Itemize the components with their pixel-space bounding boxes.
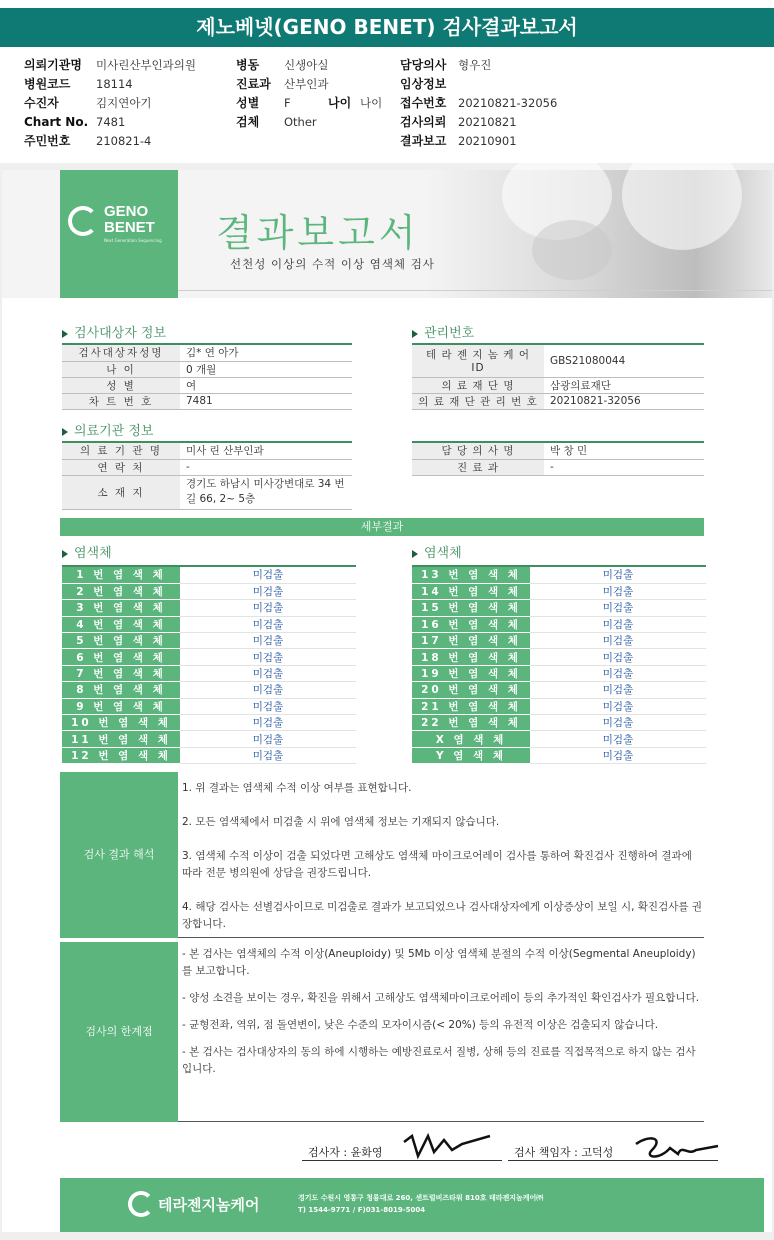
interpretation-block	[60, 772, 704, 938]
chromosome-result: 미검출	[530, 616, 706, 632]
institution-key: 연 락 처	[62, 459, 180, 475]
chromosome-key: 15 번 염 색 체	[412, 600, 530, 616]
interpretation-item: 4. 해당 검사는 선별검사이므로 미검출로 결과가 보고되었으나 검사대상자에게 이상증상이 보일 시, 확진검사를 권장합니다.	[182, 901, 702, 930]
table-row	[62, 731, 356, 747]
chromosome-result: 미검출	[530, 649, 706, 665]
report-banner	[2, 170, 772, 298]
chromosome-result: 미검출	[180, 616, 356, 632]
subject-key: 성 별	[62, 377, 180, 393]
value-institution: 미사린산부인과의원	[96, 58, 196, 72]
limitations-divider	[178, 1121, 704, 1122]
banner-divider	[178, 290, 772, 291]
table-row	[62, 583, 356, 599]
supervisor-signature	[630, 1128, 722, 1168]
detail-results-bar: 세부결과	[60, 518, 704, 536]
chromosome-key: 7 번 염 색 체	[62, 665, 180, 681]
chromosome-result: 미검출	[180, 583, 356, 599]
chromosome-key: 21 번 염 색 체	[412, 698, 530, 714]
limitations-block	[60, 942, 704, 1122]
chromosome-key: 20 번 염 색 체	[412, 682, 530, 698]
value-hospital-code: 18114	[96, 77, 133, 91]
table-row	[412, 665, 706, 681]
chromosome-key: 19 번 염 색 체	[412, 665, 530, 681]
chromosome-result: 미검출	[180, 682, 356, 698]
arrow-icon	[62, 550, 68, 558]
chromosome-key: 3 번 염 색 체	[62, 600, 180, 616]
logo-text-line1: GENO	[104, 203, 149, 220]
table-row	[412, 600, 706, 616]
institution-table	[62, 443, 352, 510]
chromosome-result: 미검출	[180, 698, 356, 714]
chromosome-result: 미검출	[180, 633, 356, 649]
report-page	[2, 170, 772, 1232]
chromosome-result: 미검출	[180, 665, 356, 681]
chromosome-result: 미검출	[180, 731, 356, 747]
value-chart-no: 7481	[96, 115, 126, 129]
tester-signature	[400, 1130, 500, 1166]
table-row	[412, 567, 706, 583]
baby-feet-image	[472, 170, 772, 298]
limitations-label: 검사의 한계점	[60, 942, 178, 1122]
chromosome-key: 2 번 염 색 체	[62, 583, 180, 599]
table-row	[412, 698, 706, 714]
arrow-icon	[62, 330, 68, 338]
management-key: 테 라 젠 지 놈 케 어 ID	[412, 345, 544, 377]
section-management-title	[412, 322, 474, 341]
chromosome-result: 미검출	[180, 649, 356, 665]
banner-title: 결과보고서	[216, 211, 420, 255]
label-request-date: 검사의뢰	[400, 115, 447, 129]
table-row	[62, 715, 356, 731]
management-table	[412, 345, 704, 410]
label-patient: 수진자	[24, 96, 59, 110]
section-chromosome-left-title	[62, 542, 112, 561]
logo-g-icon	[68, 206, 98, 236]
chromosome-result: 미검출	[530, 567, 706, 583]
management-value: 삼광의료재단	[544, 377, 704, 393]
chromosome-result: 미검출	[180, 600, 356, 616]
label-ward: 병동	[236, 58, 260, 72]
value-resident-no: 210821-4	[96, 134, 152, 148]
value-request-date: 20210821	[458, 115, 517, 129]
logo-text-line2: BENET	[104, 219, 155, 236]
table-row	[412, 747, 706, 763]
label-hospital-code: 병원코드	[24, 77, 71, 91]
table-row	[62, 567, 356, 583]
banner-subtitle: 선천성 이상의 수적 이상 염색체 검사	[230, 257, 435, 271]
subject-table	[62, 345, 352, 410]
institution-value: 미사 린 산부인과	[180, 443, 352, 459]
management-key: 의 료 재 단 관 리 번 호	[412, 393, 544, 409]
header-col3	[400, 56, 557, 151]
supervisor-name: 검사 책임자 : 고덕성	[514, 1146, 614, 1159]
chromosome-result: 미검출	[530, 633, 706, 649]
table-row	[412, 649, 706, 665]
chromosome-key: 1 번 염 색 체	[62, 567, 180, 583]
doctor-key: 진 료 과	[412, 459, 544, 475]
institution-value: 경기도 하남시 미사강변대로 34 번길 66, 2~ 5층	[180, 475, 352, 509]
value-ward: 신생아실	[284, 58, 329, 72]
chromosome-key: 17 번 염 색 체	[412, 633, 530, 649]
footer-address-block	[298, 1192, 543, 1216]
label-receipt-no: 접수번호	[400, 96, 447, 110]
chromosome-result: 미검출	[530, 583, 706, 599]
tester-name: 검사자 : 윤화영	[308, 1146, 383, 1159]
management-value: GBS21080044	[544, 345, 704, 377]
chromosome-title-text: 염색체	[74, 546, 112, 561]
chromosome-key: Y 염 색 체	[412, 747, 530, 763]
chromosome-result: 미검출	[180, 715, 356, 731]
value-sex: F	[284, 96, 291, 110]
header-col2	[236, 56, 382, 132]
chromosome-result: 미검출	[530, 665, 706, 681]
value-age: 나이	[360, 96, 383, 110]
arrow-icon	[62, 428, 68, 436]
footer-address: 경기도 수원시 영통구 청룡대로 260, 센트럴비즈타워 810호 테라젠지놈케어㈜	[298, 1194, 544, 1202]
section-chromosome-right-title	[412, 542, 462, 561]
logo-subtext: Next Generation Sequencing	[104, 238, 162, 243]
limitations-item: - 양성 소견을 보이는 경우, 확진을 위해서 고해상도 염색체마이크로어레이 등의 추가적인 확인검사가 필요합니다.	[182, 992, 700, 1004]
table-row	[62, 633, 356, 649]
footer-contact: T) 1544-9771 / F)031-8019-5004	[298, 1206, 426, 1214]
table-row	[62, 682, 356, 698]
chromosome-key: 12 번 염 색 체	[62, 747, 180, 763]
table-row	[412, 633, 706, 649]
chromosome-result: 미검출	[530, 747, 706, 763]
table-row	[62, 649, 356, 665]
terragen-logo-icon	[128, 1191, 154, 1217]
chromosome-key: 18 번 염 색 체	[412, 649, 530, 665]
table-row	[412, 583, 706, 599]
section-institution-title	[62, 420, 153, 439]
subject-key: 나 이	[62, 361, 180, 377]
chromosome-title-text: 염색체	[424, 546, 462, 561]
footer-company-name: 테라젠지놈케어	[158, 1196, 260, 1214]
table-row	[62, 747, 356, 763]
table-row	[62, 616, 356, 632]
chromosome-key: 16 번 염 색 체	[412, 616, 530, 632]
doctor-table	[412, 443, 704, 476]
doctor-key: 담 당 의 사 명	[412, 443, 544, 459]
chromosome-key: 5 번 염 색 체	[62, 633, 180, 649]
interpretation-item: 1. 위 결과는 염색체 수적 이상 여부를 표현합니다.	[182, 782, 412, 794]
value-patient: 김지연아기	[96, 96, 152, 110]
label-specimen: 검체	[236, 115, 260, 129]
section-subject-title-text: 검사대상자 정보	[74, 326, 167, 341]
arrow-icon	[412, 330, 418, 338]
value-specimen: Other	[284, 115, 317, 129]
table-row	[62, 600, 356, 616]
label-clinical-info: 임상정보	[400, 77, 447, 91]
chromosome-key: 11 번 염 색 체	[62, 731, 180, 747]
chromosome-result: 미검출	[530, 731, 706, 747]
value-department: 산부인과	[284, 77, 329, 91]
label-report-date: 결과보고	[400, 134, 447, 148]
limitations-item: - 본 검사는 염색체의 수적 이상(Aneuploidy) 및 5Mb 이상 염색체 분절의 수적 이상(Segmental Aneuploidy)를 보고합니다.	[182, 948, 696, 977]
label-institution: 의뢰기관명	[24, 58, 82, 72]
table-row	[412, 616, 706, 632]
label-doctor: 담당의사	[400, 58, 447, 72]
limitations-item: - 균형전좌, 역위, 점 돌연변이, 낮은 수준의 모자이시즘(< 20%) 등의 유전적 이상은 검출되지 않습니다.	[182, 1019, 659, 1031]
chromosome-result: 미검출	[530, 698, 706, 714]
subject-key: 검사대상자성명	[62, 345, 180, 361]
subject-key: 차 트 번 호	[62, 393, 180, 409]
chromosome-key: 9 번 염 색 체	[62, 698, 180, 714]
subject-value: 여	[180, 377, 352, 393]
doctor-value: -	[544, 459, 704, 475]
table-row	[62, 665, 356, 681]
subject-value: 7481	[180, 393, 352, 409]
interpretation-text	[182, 780, 704, 950]
chromosome-table-right	[412, 567, 706, 764]
value-doctor: 형우진	[458, 58, 492, 72]
interpretation-divider	[178, 937, 704, 938]
header-col1	[24, 56, 196, 151]
report-footer	[60, 1178, 764, 1232]
table-row	[412, 731, 706, 747]
label-age: 나이	[328, 96, 352, 110]
label-sex: 성별	[236, 96, 260, 110]
interpretation-item: 3. 염색체 수적 이상이 검출 되었다면 고해상도 염색체 마이크로어레이 검사를 통하여 확진검사 진행하여 결과에 따라 전문 병의원에 상담을 권장드립니다.	[182, 850, 692, 879]
chromosome-result: 미검출	[180, 567, 356, 583]
interpretation-label: 검사 결과 해석	[60, 772, 178, 938]
table-row	[62, 698, 356, 714]
table-row	[412, 715, 706, 731]
section-institution-title-text: 의료기관 정보	[74, 424, 154, 439]
label-resident-no: 주민번호	[24, 134, 71, 148]
value-receipt-no: 20210821-32056	[458, 96, 558, 110]
chromosome-key: 6 번 염 색 체	[62, 649, 180, 665]
chromosome-key: X 염 색 체	[412, 731, 530, 747]
chromosome-key: 13 번 염 색 체	[412, 567, 530, 583]
section-subject-title	[62, 322, 166, 341]
chromosome-key: 8 번 염 색 체	[62, 682, 180, 698]
subject-value: 0 개월	[180, 361, 352, 377]
doctor-value: 박 창 민	[544, 443, 704, 459]
chromosome-key: 4 번 염 색 체	[62, 616, 180, 632]
interpretation-item: 2. 모든 염색체에서 미검출 시 위에 염색체 정보는 기재되지 않습니다.	[182, 816, 500, 828]
label-department: 진료과	[236, 77, 271, 91]
institution-key: 의 료 기 관 명	[62, 443, 180, 459]
institution-key: 소 재 지	[62, 475, 180, 509]
section-management-title-text: 관리번호	[424, 326, 475, 341]
institution-value: -	[180, 459, 352, 475]
chromosome-key: 22 번 염 색 체	[412, 715, 530, 731]
chromosome-result: 미검출	[180, 747, 356, 763]
chromosome-result: 미검출	[530, 682, 706, 698]
chromosome-result: 미검출	[530, 600, 706, 616]
chromosome-result: 미검출	[530, 715, 706, 731]
chromosome-key: 14 번 염 색 체	[412, 583, 530, 599]
management-value: 20210821-32056	[544, 393, 704, 409]
value-report-date: 20210901	[458, 134, 517, 148]
genobenet-logo	[60, 170, 178, 298]
chromosome-table-left	[62, 567, 356, 764]
label-chart-no: Chart No.	[24, 115, 89, 129]
arrow-icon	[412, 550, 418, 558]
table-row	[412, 682, 706, 698]
report-title-bar: 제노베넷(GENO BENET) 검사결과보고서	[0, 8, 774, 47]
limitations-item: - 본 검사는 검사대상자의 동의 하에 시행하는 예방진료로서 질병, 상해 등의 진료를 직접목적으로 하지 않는 검사입니다.	[182, 1046, 696, 1075]
subject-value: 김* 연 아가	[180, 345, 352, 361]
management-key: 의 료 재 단 명	[412, 377, 544, 393]
chromosome-key: 10 번 염 색 체	[62, 715, 180, 731]
limitations-text	[182, 946, 704, 1078]
